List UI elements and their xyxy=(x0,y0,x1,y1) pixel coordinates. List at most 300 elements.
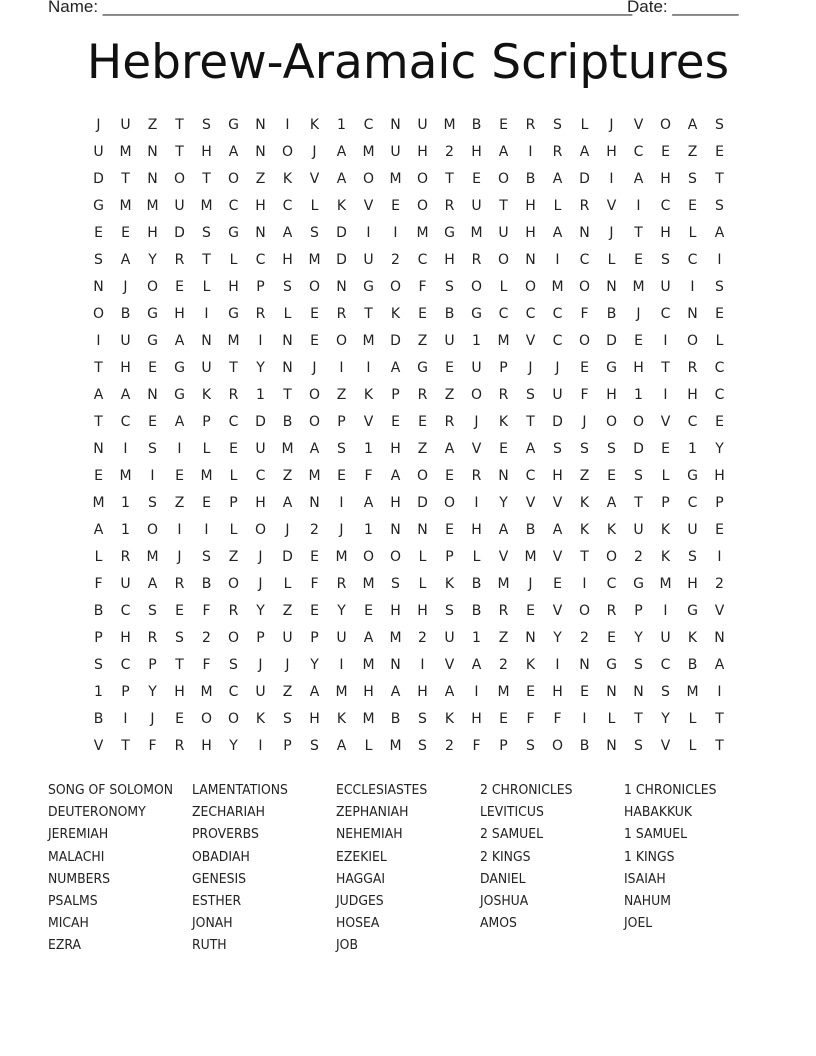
grid-letter: M xyxy=(497,333,510,349)
grid-letter: H xyxy=(201,144,212,160)
grid-letter: P xyxy=(310,630,319,646)
grid-letter: L xyxy=(229,252,238,268)
grid-letter: C xyxy=(714,360,725,376)
grid-letter: G xyxy=(147,333,158,349)
grid-row xyxy=(85,733,733,760)
grid-letter: H xyxy=(417,144,428,160)
grid-letter: D xyxy=(93,171,104,187)
grid-letter: B xyxy=(93,711,104,727)
grid-letter: Z xyxy=(417,441,428,457)
grid-letter: L xyxy=(283,306,292,322)
grid-letter: G xyxy=(417,360,428,376)
grid-letter: K xyxy=(660,522,671,538)
grid-letter: S xyxy=(202,225,211,241)
grid-letter: S xyxy=(553,441,562,457)
grid-letter: A xyxy=(552,522,563,538)
grid-letter: 2 xyxy=(715,576,724,592)
word-list-item: 2 KINGS xyxy=(480,848,531,865)
grid-letter: M xyxy=(362,333,375,349)
grid-letter: I xyxy=(339,495,344,511)
grid-letter: R xyxy=(147,630,158,646)
word-list-item: DEUTERONOMY xyxy=(48,804,146,821)
grid-letter: O xyxy=(605,549,618,565)
grid-row xyxy=(85,193,733,220)
grid-row xyxy=(85,436,733,463)
grid-letter: L xyxy=(472,549,481,565)
grid-letter: U xyxy=(255,684,266,700)
grid-letter: C xyxy=(120,603,131,619)
grid-letter: H xyxy=(525,198,536,214)
grid-letter: P xyxy=(256,279,265,295)
grid-letter: N xyxy=(390,522,401,538)
grid-letter: L xyxy=(607,711,616,727)
date-field-label: Date: _______ xyxy=(627,0,739,16)
grid-letter: S xyxy=(148,441,157,457)
grid-letter: E xyxy=(391,198,400,214)
grid-letter: M xyxy=(389,630,402,646)
grid-letter: K xyxy=(336,711,347,727)
grid-letter: T xyxy=(661,360,670,376)
grid-letter: E xyxy=(715,414,724,430)
grid-letter: J xyxy=(555,360,560,376)
grid-letter: I xyxy=(366,360,371,376)
grid-letter: L xyxy=(418,549,427,565)
grid-letter: N xyxy=(606,684,617,700)
grid-letter: M xyxy=(497,684,510,700)
grid-letter: K xyxy=(201,387,212,403)
grid-letter: Y xyxy=(229,738,238,754)
grid-letter: E xyxy=(148,414,157,430)
grid-letter: 1 xyxy=(634,387,643,403)
grid-letter: Z xyxy=(282,684,293,700)
grid-letter: O xyxy=(443,495,456,511)
grid-letter: K xyxy=(444,711,455,727)
grid-letter: U xyxy=(660,279,671,295)
grid-letter: E xyxy=(499,711,508,727)
grid-letter: B xyxy=(525,522,536,538)
grid-letter: O xyxy=(578,333,591,349)
grid-letter: R xyxy=(606,603,617,619)
grid-row xyxy=(85,166,733,193)
grid-letter: I xyxy=(717,684,722,700)
grid-letter: 2 xyxy=(499,657,508,673)
grid-letter: Y xyxy=(553,630,562,646)
grid-letter: A xyxy=(390,684,401,700)
grid-letter: S xyxy=(229,657,238,673)
grid-letter: L xyxy=(202,279,211,295)
grid-letter: R xyxy=(444,414,455,430)
grid-letter: E xyxy=(580,360,589,376)
grid-letter: Z xyxy=(282,468,293,484)
grid-letter: E xyxy=(310,333,319,349)
grid-letter: F xyxy=(526,711,535,727)
grid-letter: O xyxy=(308,387,321,403)
grid-letter: G xyxy=(228,306,239,322)
word-list-item: JOB xyxy=(336,937,358,954)
grid-letter: L xyxy=(310,198,319,214)
grid-letter: M xyxy=(200,684,213,700)
grid-letter: D xyxy=(606,333,617,349)
grid-letter: U xyxy=(174,198,185,214)
grid-letter: L xyxy=(688,738,697,754)
grid-letter: H xyxy=(282,252,293,268)
grid-letter: D xyxy=(633,441,644,457)
grid-letter: M xyxy=(119,468,132,484)
grid-letter: C xyxy=(579,252,590,268)
grid-letter: M xyxy=(119,144,132,160)
grid-letter: I xyxy=(177,522,182,538)
grid-letter: 1 xyxy=(472,333,481,349)
grid-letter: Z xyxy=(687,144,698,160)
grid-letter: K xyxy=(444,576,455,592)
grid-letter: A xyxy=(147,576,158,592)
grid-letter: A xyxy=(471,657,482,673)
grid-letter: G xyxy=(633,576,644,592)
grid-letter: B xyxy=(687,657,698,673)
grid-letter: O xyxy=(200,711,213,727)
grid-letter: E xyxy=(553,576,562,592)
grid-letter: G xyxy=(363,279,374,295)
grid-letter: H xyxy=(471,711,482,727)
grid-letter: H xyxy=(444,252,455,268)
grid-letter: N xyxy=(390,657,401,673)
grid-letter: T xyxy=(715,711,724,727)
grid-letter: C xyxy=(255,252,266,268)
grid-letter: J xyxy=(96,117,101,133)
grid-letter: T xyxy=(634,495,643,511)
grid-letter: A xyxy=(174,333,185,349)
word-list-item: OBADIAH xyxy=(192,848,250,865)
word-list-item: 1 SAMUEL xyxy=(624,826,688,843)
grid-letter: B xyxy=(606,306,617,322)
grid-letter: 2 xyxy=(580,630,589,646)
grid-letter: I xyxy=(123,441,128,457)
grid-row xyxy=(85,706,733,733)
grid-letter: I xyxy=(150,468,155,484)
grid-letter: I xyxy=(717,549,722,565)
grid-letter: E xyxy=(715,522,724,538)
grid-letter: N xyxy=(255,117,266,133)
grid-letter: F xyxy=(94,576,103,592)
grid-letter: M xyxy=(497,576,510,592)
grid-letter: V xyxy=(525,495,536,511)
grid-letter: T xyxy=(526,414,535,430)
grid-letter: H xyxy=(174,306,185,322)
grid-letter: I xyxy=(204,306,209,322)
grid-letter: C xyxy=(120,657,131,673)
grid-letter: L xyxy=(688,225,697,241)
grid-letter: O xyxy=(308,414,321,430)
grid-letter: S xyxy=(634,657,643,673)
grid-letter: A xyxy=(93,387,104,403)
grid-letter: N xyxy=(579,657,590,673)
grid-letter: M xyxy=(632,279,645,295)
grid-letter: O xyxy=(416,171,429,187)
grid-letter: R xyxy=(444,198,455,214)
word-list-item: HOSEA xyxy=(336,915,380,932)
grid-letter: M xyxy=(227,333,240,349)
grid-letter: C xyxy=(255,468,266,484)
grid-letter: J xyxy=(312,360,317,376)
grid-letter: O xyxy=(173,171,186,187)
grid-letter: T xyxy=(499,198,508,214)
grid-letter: 1 xyxy=(364,522,373,538)
grid-letter: R xyxy=(471,252,482,268)
grid-letter: M xyxy=(335,684,348,700)
grid-letter: L xyxy=(715,333,724,349)
grid-letter: D xyxy=(552,414,563,430)
grid-letter: B xyxy=(471,117,482,133)
grid-letter: S xyxy=(634,468,643,484)
grid-letter: S xyxy=(283,711,292,727)
grid-letter: E xyxy=(526,684,535,700)
grid-letter: K xyxy=(606,522,617,538)
grid-letter: Y xyxy=(310,657,319,673)
grid-letter: Z xyxy=(444,387,455,403)
grid-letter: N xyxy=(714,630,725,646)
grid-letter: U xyxy=(255,441,266,457)
grid-letter: 1 xyxy=(472,630,481,646)
grid-letter: D xyxy=(174,225,185,241)
grid-letter: N xyxy=(390,117,401,133)
grid-letter: H xyxy=(417,684,428,700)
grid-letter: U xyxy=(633,522,644,538)
grid-letter: C xyxy=(120,414,131,430)
grid-letter: E xyxy=(337,468,346,484)
grid-row xyxy=(85,220,733,247)
grid-letter: V xyxy=(552,495,563,511)
grid-letter: V xyxy=(93,738,104,754)
grid-letter: L xyxy=(661,468,670,484)
grid-letter: K xyxy=(336,198,347,214)
grid-letter: 2 xyxy=(445,738,454,754)
grid-row xyxy=(85,490,733,517)
grid-letter: A xyxy=(336,144,347,160)
grid-letter: 1 xyxy=(364,441,373,457)
grid-letter: T xyxy=(175,117,184,133)
grid-letter: E xyxy=(661,144,670,160)
grid-letter: T xyxy=(580,549,589,565)
grid-letter: P xyxy=(634,603,643,619)
grid-letter: O xyxy=(254,522,267,538)
word-list-item: 2 CHRONICLES xyxy=(480,782,573,798)
grid-letter: K xyxy=(255,711,266,727)
grid-letter: Z xyxy=(498,630,509,646)
grid-letter: G xyxy=(687,468,698,484)
grid-letter: N xyxy=(633,684,644,700)
grid-letter: H xyxy=(390,441,401,457)
grid-letter: A xyxy=(606,495,617,511)
grid-letter: I xyxy=(393,225,398,241)
grid-letter: V xyxy=(363,414,374,430)
grid-letter: S xyxy=(202,117,211,133)
grid-letter: P xyxy=(337,414,346,430)
grid-letter: Y xyxy=(715,441,724,457)
grid-letter: Y xyxy=(337,603,346,619)
grid-letter: L xyxy=(94,549,103,565)
grid-letter: H xyxy=(255,495,266,511)
grid-letter: R xyxy=(228,387,239,403)
grid-letter: Y xyxy=(148,684,157,700)
grid-row xyxy=(85,274,733,301)
grid-letter: O xyxy=(227,630,240,646)
word-list-item: 1 CHRONICLES xyxy=(624,782,717,798)
grid-letter: C xyxy=(606,576,617,592)
grid-letter: R xyxy=(579,198,590,214)
grid-letter: Z xyxy=(417,333,428,349)
grid-letter: B xyxy=(471,576,482,592)
grid-letter: H xyxy=(687,387,698,403)
grid-letter: M xyxy=(362,144,375,160)
grid-letter: O xyxy=(551,738,564,754)
grid-letter: U xyxy=(363,252,374,268)
grid-letter: H xyxy=(174,684,185,700)
word-list-item: RUTH xyxy=(192,937,227,954)
grid-letter: C xyxy=(417,252,428,268)
grid-letter: E xyxy=(148,360,157,376)
grid-letter: Z xyxy=(579,468,590,484)
grid-letter: P xyxy=(202,414,211,430)
grid-letter: S xyxy=(445,603,454,619)
grid-letter: Z xyxy=(282,603,293,619)
word-list xyxy=(48,779,768,957)
grid-letter: T xyxy=(634,711,643,727)
grid-letter: I xyxy=(555,252,560,268)
grid-letter: M xyxy=(200,468,213,484)
grid-letter: B xyxy=(390,711,401,727)
grid-letter: 2 xyxy=(310,522,319,538)
grid-letter: F xyxy=(580,387,589,403)
grid-letter: E xyxy=(580,684,589,700)
grid-letter: M xyxy=(308,468,321,484)
grid-letter: K xyxy=(525,657,536,673)
grid-letter: E xyxy=(391,414,400,430)
grid-letter: E xyxy=(310,306,319,322)
grid-letter: J xyxy=(528,360,533,376)
grid-letter: O xyxy=(146,522,159,538)
grid-letter: A xyxy=(336,171,347,187)
grid-letter: R xyxy=(552,144,563,160)
grid-letter: T xyxy=(121,171,130,187)
grid-letter: E xyxy=(499,117,508,133)
grid-letter: P xyxy=(256,630,265,646)
grid-letter: U xyxy=(390,144,401,160)
grid-letter: B xyxy=(201,576,212,592)
grid-letter: C xyxy=(228,414,239,430)
grid-letter: T xyxy=(715,738,724,754)
grid-letter: E xyxy=(418,414,427,430)
grid-letter: O xyxy=(389,549,402,565)
grid-letter: L xyxy=(229,468,238,484)
grid-letter: 1 xyxy=(337,117,346,133)
grid-letter: I xyxy=(663,333,668,349)
grid-letter: S xyxy=(580,441,589,457)
grid-letter: L xyxy=(229,522,238,538)
grid-letter: C xyxy=(228,198,239,214)
grid-letter: A xyxy=(552,171,563,187)
grid-letter: V xyxy=(309,171,320,187)
grid-letter: S xyxy=(661,252,670,268)
grid-row xyxy=(85,598,733,625)
grid-letter: A xyxy=(93,522,104,538)
grid-letter: Z xyxy=(147,117,158,133)
grid-letter: U xyxy=(471,198,482,214)
grid-letter: L xyxy=(688,711,697,727)
grid-letter: J xyxy=(636,306,641,322)
grid-letter: D xyxy=(417,495,428,511)
grid-letter: N xyxy=(687,306,698,322)
grid-letter: N xyxy=(336,279,347,295)
page-title: Hebrew-Aramaic Scriptures xyxy=(86,35,730,90)
grid-letter: 2 xyxy=(202,630,211,646)
grid-row xyxy=(85,112,733,139)
grid-letter: D xyxy=(255,414,266,430)
grid-letter: J xyxy=(312,144,317,160)
grid-letter: S xyxy=(94,252,103,268)
grid-letter: I xyxy=(636,198,641,214)
grid-letter: P xyxy=(148,657,157,673)
grid-letter: K xyxy=(579,522,590,538)
grid-letter: 2 xyxy=(445,144,454,160)
grid-letter: K xyxy=(498,414,509,430)
grid-letter: P xyxy=(229,495,238,511)
grid-letter: A xyxy=(444,684,455,700)
grid-letter: 2 xyxy=(391,252,400,268)
grid-letter: J xyxy=(123,279,128,295)
grid-letter: I xyxy=(285,117,290,133)
grid-letter: E xyxy=(472,171,481,187)
grid-letter: J xyxy=(150,711,155,727)
grid-letter: P xyxy=(445,549,454,565)
grid-letter: A xyxy=(498,144,509,160)
word-list-item: EZRA xyxy=(48,937,81,954)
word-list-item: PROVERBS xyxy=(192,826,259,843)
grid-letter: V xyxy=(444,657,455,673)
grid-letter: J xyxy=(609,225,614,241)
grid-letter: I xyxy=(582,576,587,592)
grid-letter: O xyxy=(497,252,510,268)
grid-letter: C xyxy=(552,306,563,322)
grid-letter: J xyxy=(285,522,290,538)
word-list-item: MICAH xyxy=(48,915,89,932)
word-list-item: ESTHER xyxy=(192,892,242,909)
grid-letter: T xyxy=(364,306,373,322)
grid-letter: J xyxy=(285,657,290,673)
grid-letter: C xyxy=(363,117,374,133)
grid-letter: S xyxy=(715,279,724,295)
grid-letter: U xyxy=(120,333,131,349)
grid-letter: J xyxy=(258,657,263,673)
grid-letter: S xyxy=(553,117,562,133)
grid-letter: M xyxy=(92,495,105,511)
grid-letter: A xyxy=(174,414,185,430)
grid-letter: P xyxy=(391,387,400,403)
grid-letter: 2 xyxy=(418,630,427,646)
grid-letter: S xyxy=(661,684,670,700)
grid-letter: E xyxy=(121,225,130,241)
grid-letter: M xyxy=(416,225,429,241)
grid-letter: O xyxy=(362,171,375,187)
grid-letter: 2 xyxy=(634,549,643,565)
grid-letter: O xyxy=(281,144,294,160)
word-list-item: JOSHUA xyxy=(480,892,529,909)
grid-letter: I xyxy=(366,225,371,241)
grid-letter: O xyxy=(227,711,240,727)
grid-letter: S xyxy=(526,738,535,754)
grid-letter: 1 xyxy=(121,522,130,538)
grid-letter: A xyxy=(309,441,320,457)
grid-letter: I xyxy=(663,387,668,403)
